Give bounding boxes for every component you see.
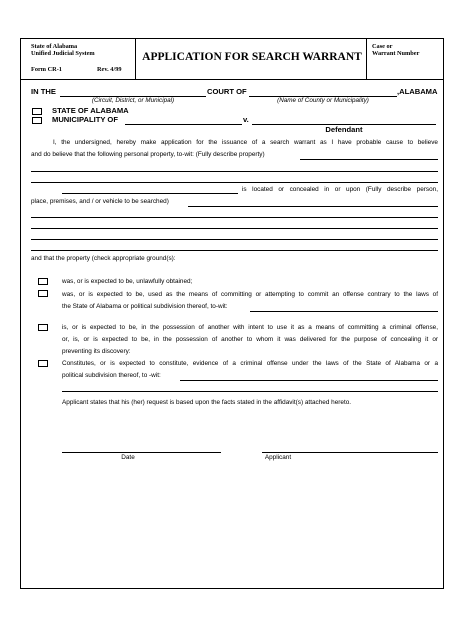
property-field-4[interactable] <box>62 193 238 194</box>
case-label-line-2: Warrant Number <box>372 50 420 57</box>
date-label: Date <box>121 454 135 461</box>
agency-line-2: Unified Judicial System <box>31 50 95 57</box>
case-label-line-1: Case or <box>372 43 393 50</box>
municipality-label: MUNICIPALITY OF <box>52 115 118 124</box>
court-of-label: COURT OF <box>207 87 247 96</box>
property-field-3[interactable] <box>31 182 438 183</box>
applicant-signature-field[interactable] <box>262 452 438 453</box>
place-field-3[interactable] <box>31 228 438 229</box>
place-field-5[interactable] <box>31 250 438 251</box>
ground-4-checkbox[interactable] <box>38 360 48 367</box>
place-field-1[interactable] <box>188 206 438 207</box>
court-type-caption: (Circuit, District, or Municipal) <box>91 97 175 104</box>
county-caption: (Name of County or Municipality) <box>277 97 369 104</box>
applicant-label: Applicant <box>264 454 292 461</box>
agency-line-1: State of Alabama <box>31 43 78 50</box>
location-line-1: is located or concealed in or upon (Fully describe person, <box>242 186 438 193</box>
ground-3-line-1: is, or is expected to be, in the possession of another with intent to use it as a means of committing a criminal offense, <box>62 324 438 331</box>
ground-4-field-2[interactable] <box>62 391 438 392</box>
header-divider-right <box>366 38 367 80</box>
date-field[interactable] <box>62 452 221 453</box>
intro-line-1: I, the undersigned, hereby make application for the issuance of a search warrant as I have probable cause to believe <box>53 139 438 146</box>
grounds-intro: and that the property (check appropriate ground(s): <box>31 255 176 262</box>
municipality-checkbox[interactable] <box>32 117 42 124</box>
affidavit-statement: Applicant states that his (her) request is based upon the facts stated in the affidavit(s) attached hereto. <box>62 399 352 406</box>
place-field-4[interactable] <box>31 239 438 240</box>
location-line-2: place, premises, and / or vehicle to be searched) <box>31 198 169 205</box>
property-field-1[interactable] <box>300 159 438 160</box>
state-of-alabama-label: STATE OF ALABAMA <box>52 106 129 115</box>
alabama-label: ,ALABAMA <box>397 87 438 96</box>
header-divider-left <box>135 38 136 80</box>
ground-4-line-1: Constitutes, or is expected to constitute, evidence of a criminal offense under the laws of the State of Alabama or a <box>62 360 438 367</box>
intro-line-2: and do believe that the following personal property, to-wit: (Fully describe property) <box>31 151 265 158</box>
versus-label: v. <box>243 115 249 124</box>
ground-2-field[interactable] <box>250 311 438 312</box>
form-title: APPLICATION FOR SEARCH WARRANT <box>142 51 362 63</box>
municipality-field[interactable] <box>125 124 242 125</box>
ground-3-line-3: preventing its discovery: <box>62 348 131 355</box>
state-checkbox[interactable] <box>32 108 42 115</box>
ground-2-checkbox[interactable] <box>38 290 48 297</box>
ground-1-checkbox[interactable] <box>38 278 48 285</box>
ground-4-line-2: political subdivision thereof, to -wit: <box>62 372 161 379</box>
ground-3-line-2: or, is, or is expected to be, in the possession of another to whom it was delivered for the purpose of concealing it or <box>62 336 438 343</box>
ground-3-checkbox[interactable] <box>38 324 48 331</box>
form-number: Form CR-1 <box>31 66 62 73</box>
form-revision: Rev. 4/99 <box>97 66 122 73</box>
property-field-2[interactable] <box>31 171 438 172</box>
ground-2-line-2: the State of Alabama or political subdivision thereof, to-wit: <box>62 303 228 310</box>
ground-1-text: was, or is expected to be, unlawfully obtained; <box>62 278 193 285</box>
ground-2-line-1: was, or is expected to be, used as the means of committing or attempting to commit an offense contrary to the laws of <box>62 291 438 298</box>
place-field-2[interactable] <box>31 217 438 218</box>
in-the-label: IN THE <box>31 87 56 96</box>
ground-4-field-1[interactable] <box>180 380 438 381</box>
defendant-label: Defendant <box>325 125 363 134</box>
